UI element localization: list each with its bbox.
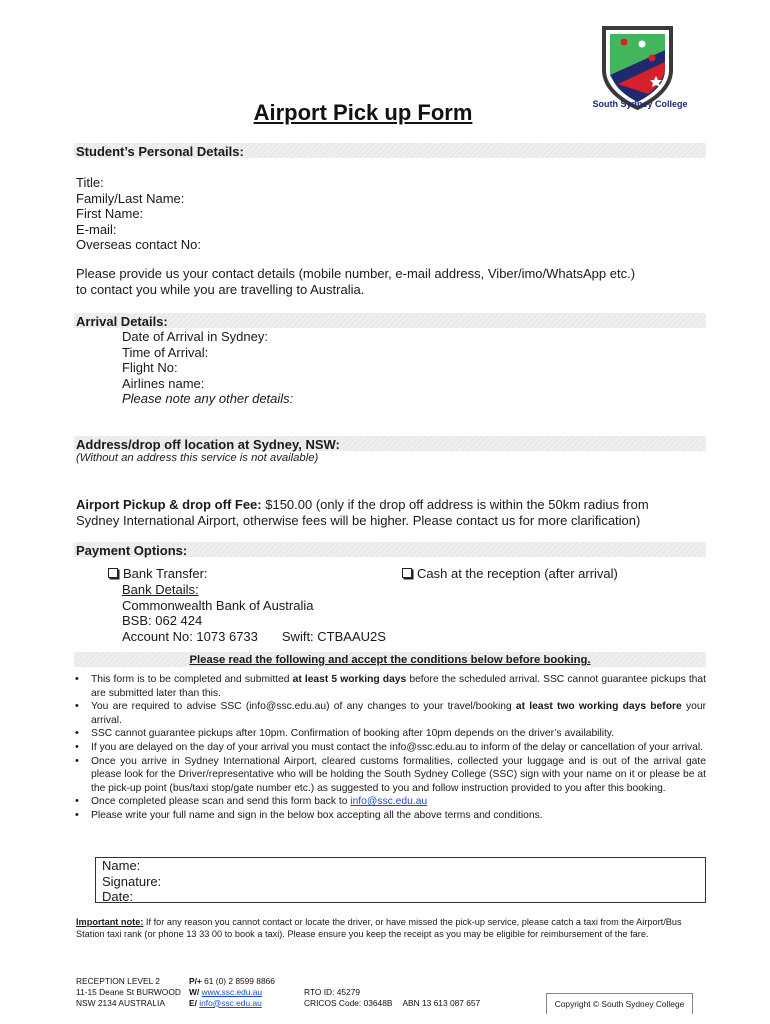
fee-clarification: Sydney International Airport, otherwise fees will be higher. Please contact us for more clarification): [76, 512, 641, 528]
condition-item: • This form is to be completed and submitted at least 5 working days before the scheduled arrival. SSC cannot guarantee pickups that are submitted later than this.: [74, 673, 706, 700]
personal-details-heading: Student’s Personal Details:: [76, 144, 244, 159]
field-flight-no: Flight No:: [122, 360, 178, 375]
footer-addr-line-1: RECEPTION LEVEL 2: [76, 976, 160, 986]
field-family-name: Family/Last Name:: [76, 190, 185, 206]
cash-label: Cash at the reception (after arrival): [417, 566, 618, 581]
bank-transfer-label: Bank Transfer:: [123, 566, 208, 581]
bank-transfer-checkbox[interactable]: [108, 568, 118, 578]
address-note: (Without an address this service is not available): [76, 452, 319, 464]
conditions-list: [74, 673, 706, 823]
footer-addr-line-3: NSW 2134 AUSTRALIA: [76, 997, 165, 1008]
email-link[interactable]: info@ssc.edu.au: [350, 796, 428, 808]
contact-note-line-2: to contact you while you are travelling to Australia.: [76, 281, 365, 297]
bank-transfer-option[interactable]: [108, 566, 208, 582]
cricos-line: [304, 998, 480, 1009]
page-title: Airport Pick up Form: [253, 100, 473, 125]
footer-web: W/ www.ssc.edu.au: [189, 986, 263, 997]
footer-email: E/ info@ssc.edu.au: [189, 997, 262, 1008]
arrival-field-list: [122, 329, 293, 407]
account-line: [122, 629, 386, 645]
sign-name: Name:: [102, 858, 141, 873]
cash-checkbox[interactable]: [402, 568, 412, 578]
sign-signature: Signature:: [102, 873, 162, 889]
footer-phone: P/+ 61 (0) 2 8599 8866: [189, 976, 275, 986]
swift-code: Swift: CTBAAU2S: [281, 628, 386, 644]
footer-addr-line-2: 11-15 Deane St BURWOOD: [76, 986, 181, 997]
footer-address: [76, 976, 181, 1008]
contact-note-line-1: Please provide us your contact details (mobile number, e-mail address, Viber/imo/WhatsApp etc.): [76, 266, 636, 281]
arrival-details-bar: [74, 313, 706, 328]
field-overseas-contact: Overseas contact No:: [76, 237, 201, 252]
field-airline-name: Airlines name:: [122, 375, 205, 391]
arrival-details-heading: Arrival Details:: [76, 314, 168, 329]
fee-text: [76, 497, 716, 528]
field-arrival-time: Time of Arrival:: [122, 344, 209, 360]
footer-registration: [304, 987, 480, 1009]
rto-id: RTO ID: 45279: [304, 987, 361, 997]
sign-date: Date:: [102, 889, 134, 904]
college-name: South Sydney College: [592, 99, 688, 109]
cricos-code: CRICOS Code: 03648B: [304, 997, 393, 1008]
cash-option[interactable]: [402, 566, 618, 582]
bank-name: Commonwealth Bank of Australia: [122, 597, 314, 613]
condition-item-sign: • Please write your full name and sign in the below box accepting all the above terms and conditions.: [74, 809, 706, 823]
bsb: BSB: 062 424: [122, 613, 203, 628]
personal-field-list: [76, 175, 201, 253]
condition-item: • You are required to advise SSC (info@ssc.edu.au) of any changes to your travel/booking at least two working days before your arrival.: [74, 700, 706, 727]
field-arrival-date: Date of Arrival in Sydney:: [122, 329, 268, 344]
condition-item-send: • Once completed please scan and send this form back to info@ssc.edu.au: [74, 795, 706, 809]
conditions-heading: Please read the following and accept the conditions below before booking.: [189, 654, 591, 666]
field-first-name: First Name:: [76, 206, 144, 221]
signature-box[interactable]: [95, 857, 706, 903]
copyright: Copyright © South Sydney College: [546, 993, 693, 1014]
footer-email-link[interactable]: info@ssc.edu.au: [199, 997, 262, 1008]
bank-details: [122, 582, 386, 644]
condition-item: • Once you arrive in Sydney International Airport, cleared customs formalities, collected your luggage and is out of the arrival gate please look for the Driver/representative who will be holding the South Sydney College (SSC) sign with your name on it or please be at the pick-up point (bus/taxi stop/gate number etc.) as suggested to you and follow instruction provided to you after this booking.: [74, 755, 706, 796]
contact-note: [76, 266, 716, 297]
payment-heading: Payment Options:: [76, 543, 188, 558]
important-text: If for any reason you cannot contact or locate the driver, or have missed the pick-up service, please catch a taxi from the Airport/Bus Station taxi rank (or phone 13 33 00 to book a taxi). Please ensure you keep the receipt as you may be eligible for reimbursement of the fare.: [76, 917, 682, 940]
field-other-details: Please note any other details:: [122, 391, 294, 406]
fee-label: Airport Pickup & drop off Fee:: [76, 497, 262, 512]
condition-item: • If you are delayed on the day of your arrival you must contact the info@ssc.edu.au to inform of the delay or cancellation of your arrival.: [74, 741, 706, 755]
website-link[interactable]: www.ssc.edu.au: [201, 986, 263, 997]
field-title: Title:: [76, 175, 104, 190]
condition-item: • SSC cannot guarantee pickups after 10pm. Confirmation of booking after 10pm depends on the driver’s availability.: [74, 727, 706, 741]
important-label: Important note:: [76, 917, 144, 927]
account-number: Account No: 1073 6733: [122, 628, 258, 644]
field-email: E-mail:: [76, 221, 117, 237]
important-note: [76, 916, 704, 941]
fee-amount: $150.00 (only if the drop off address is within the 50km radius from: [261, 497, 649, 512]
bank-details-label: Bank Details:: [122, 582, 199, 597]
abn: ABN 13 613 087 657: [402, 997, 481, 1008]
address-heading: Address/drop off location at Sydney, NSW:: [76, 437, 340, 452]
footer-contacts: [189, 976, 275, 1008]
